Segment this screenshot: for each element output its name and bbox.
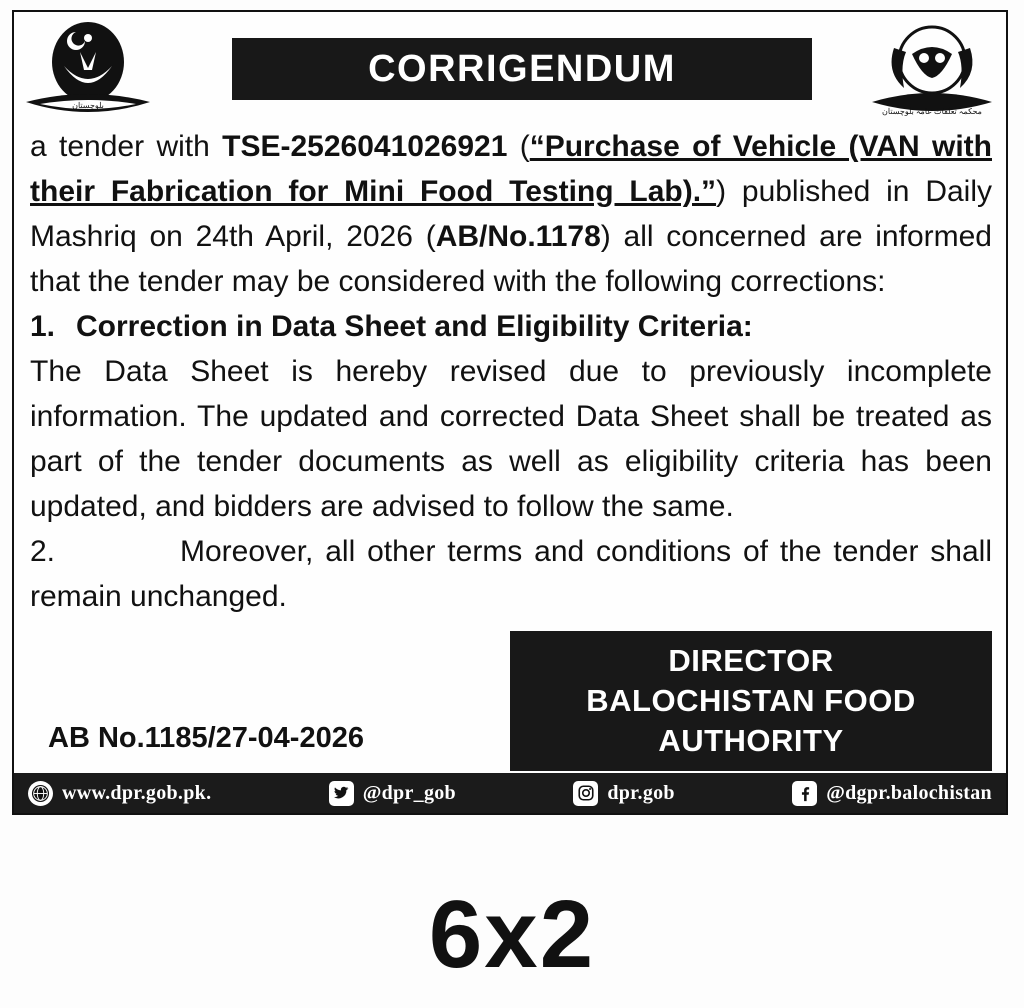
intro-tail: ) all concerned are informed that the tender may be considered with the following corrections: [30,220,992,298]
item-2-text: Moreover, all other terms and conditions of the tender shall remain unchanged. [30,535,992,613]
social-footer [14,773,1006,813]
intro-paragraph [30,124,992,304]
balochistan-government-crest-icon [20,18,156,118]
page-title: CORRIGENDUM [368,47,676,90]
facebook-icon [792,781,817,806]
globe-icon [28,781,53,806]
item-1-heading-text: Correction in Data Sheet and Eligibility Criteria: [76,310,753,343]
footer-twitter[interactable] [329,781,456,806]
previous-ab-number: AB/No.1178 [435,220,601,253]
intro-lead: a tender with [30,130,223,163]
footer-facebook-label: @dgpr.balochistan [826,781,992,804]
correction-item-1-text: The Data Sheet is hereby revised due to previously incomplete information. The updated and corrected Data Sheet shall be treated as part of the tender documents as well as eligibility criteria has been updated, and bidders are advised to follow the same. [30,355,992,523]
correction-item-2 [30,529,992,619]
svg-text:بلوچستان: بلوچستان [72,101,104,110]
tender-subject: “Purchase of Vehicle (VAN with their Fabrication for Mini Food Testing Lab).” [30,130,992,208]
signature-line-1: DIRECTOR [668,643,834,678]
tender-number: TSE-2526041026921 [222,130,508,163]
correction-item-1-heading [30,304,992,349]
notice-header [14,12,1006,124]
signature-row [30,625,992,773]
footer-website-label: www.dpr.gob.pk. [62,781,212,804]
notice-title-bar [232,38,812,100]
footer-instagram-label: dpr.gob [607,781,675,804]
balochistan-food-authority-crest-icon [864,18,1000,118]
ab-number: AB No.1185/27-04-2026 [48,722,364,754]
svg-text:محکمہ تعلقات عامہ بلوچستان: محکمہ تعلقات عامہ بلوچستان [882,107,982,116]
twitter-icon [329,781,354,806]
instagram-icon [573,781,598,806]
publication-details: ) published in Daily Mashriq on 24th April, 2026 ( [30,175,993,253]
signature-line-3: AUTHORITY [658,723,844,758]
footer-website[interactable] [28,781,211,806]
signature-line-2: BALOCHISTAN FOOD [586,683,916,718]
footer-instagram[interactable] [573,781,675,806]
footer-facebook[interactable] [792,781,992,806]
item-1-number: 1. [30,310,56,343]
signature-block [510,631,992,771]
corrigendum-notice [12,10,1008,815]
item-2-number: 2. [30,535,56,568]
notice-body [14,124,1006,773]
footer-twitter-label: @dpr_gob [362,781,456,804]
size-marker: 6x2 [428,881,596,988]
open-paren: ( [507,130,530,163]
